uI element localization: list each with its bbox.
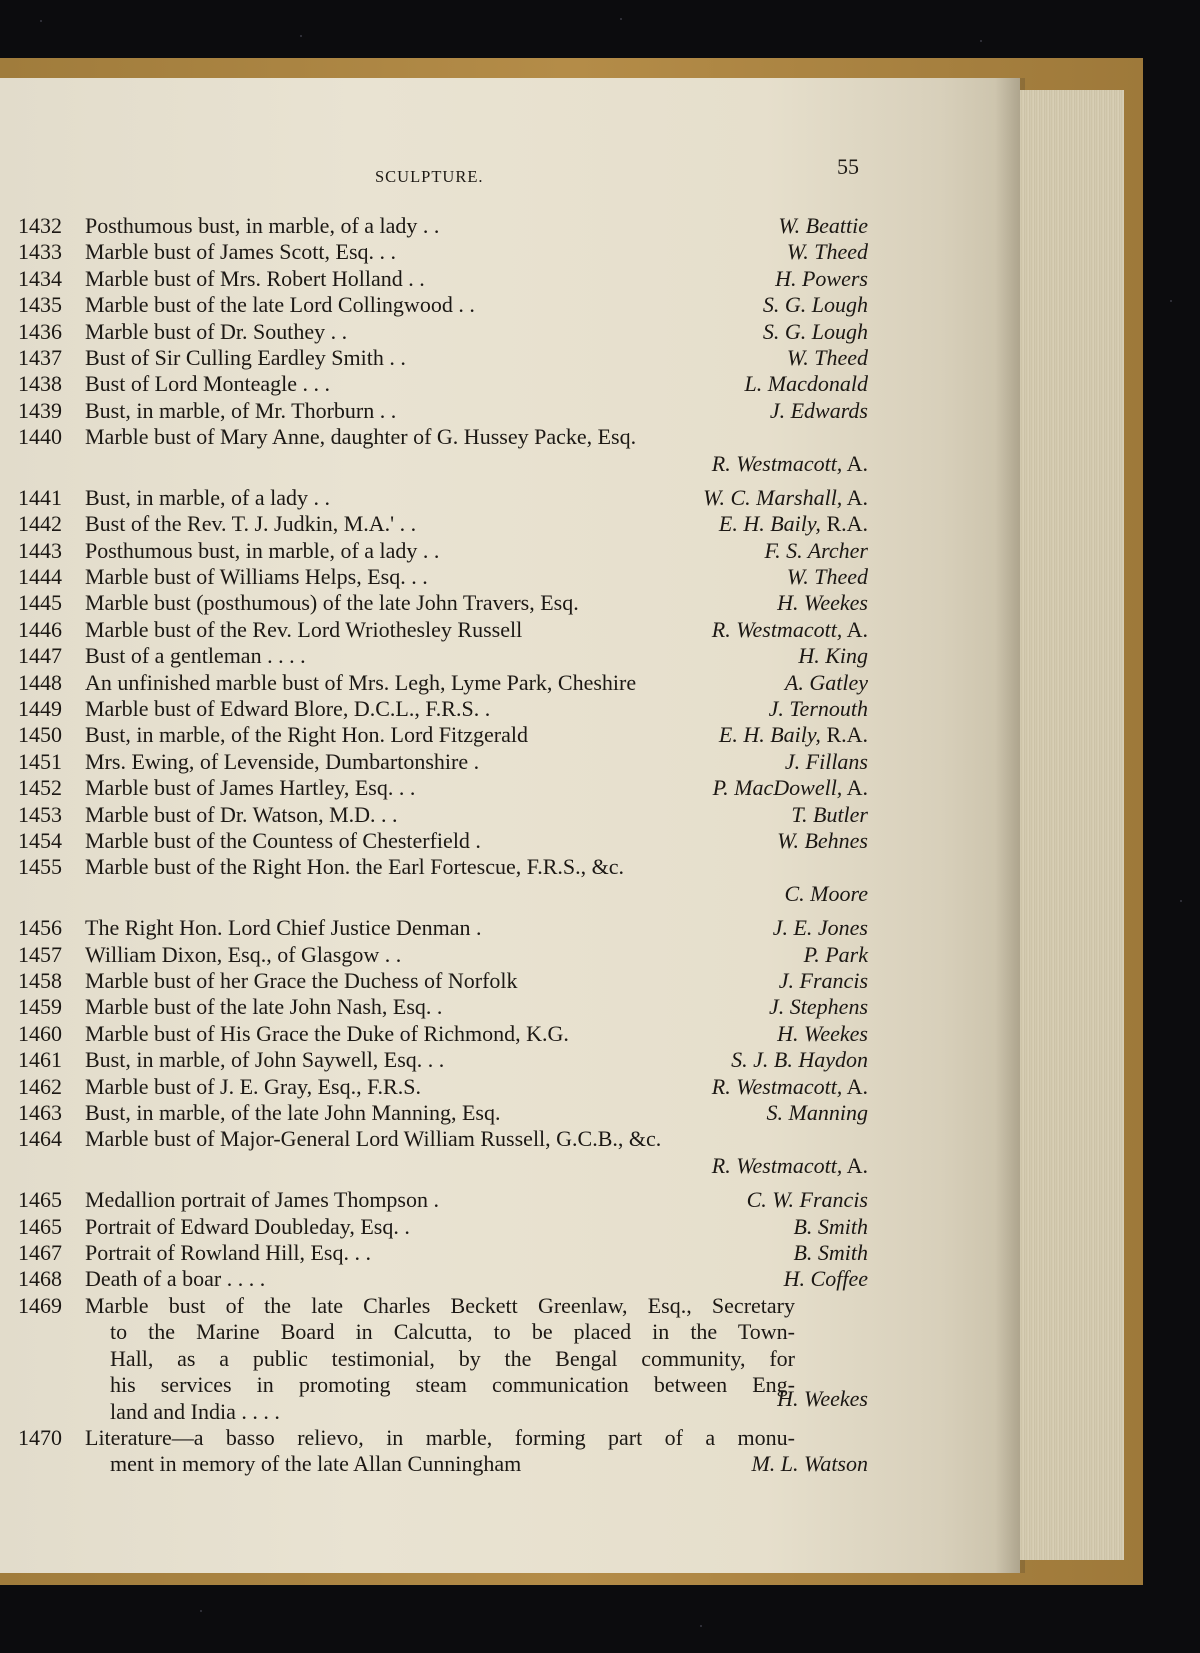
artist-name: S. G. Lough [762, 318, 868, 344]
artist-name: W. Theed [786, 564, 868, 590]
entry-number: 1438 [18, 371, 62, 397]
entry-title: Marble bust (posthumous) of the late John Travers, Esq. [85, 590, 579, 616]
catalogue-entry [18, 319, 868, 345]
entry-artist [731, 1047, 868, 1074]
artist-name: W. Theed [786, 344, 868, 370]
entry-title: Bust, in marble, of the late John Manning, Esq. [85, 1099, 501, 1125]
artist-name: W. C. Marshall, [703, 484, 843, 510]
entry-artist [719, 722, 868, 749]
catalogue-entry [18, 994, 868, 1020]
entry-title-line: Hall, as a public testimonial, by the Bengal community, for [110, 1345, 795, 1371]
artist-rank: A. [842, 484, 868, 510]
entry-title: Posthumous bust, in marble, of a lady . . [85, 213, 440, 238]
entry-title: Bust of the Rev. T. J. Judkin, M.A.' . . [85, 511, 417, 537]
catalogue-entry [18, 854, 868, 915]
artist-name: F. S. Archer [764, 537, 868, 563]
artist-name: W. Behnes [777, 828, 868, 853]
artist-name: W. Theed [786, 239, 868, 265]
entry-title: Death of a boar . . . . [85, 1266, 266, 1292]
entry-artist [798, 643, 868, 670]
entry-number: 1470 [18, 1424, 62, 1450]
entry-number: 1452 [18, 775, 62, 801]
catalogue-entry [18, 1047, 868, 1073]
catalogue-entry [18, 590, 868, 616]
catalogue-entry [18, 1266, 868, 1292]
entry-number: 1451 [18, 748, 62, 774]
entry-number: 1453 [18, 801, 62, 827]
catalogue-entry [18, 1126, 868, 1187]
artist-rank: A. [842, 775, 868, 801]
catalogue-entry [18, 775, 868, 801]
entry-artist [769, 994, 868, 1021]
entry-number: 1460 [18, 1020, 62, 1046]
entry-title: Bust, in marble, of the Right Hon. Lord Fitzgerald [85, 722, 528, 748]
catalogue-entry [18, 538, 868, 564]
entry-number: 1469 [18, 1292, 62, 1318]
catalogue-entry [18, 915, 868, 941]
artist-name: J. Stephens [769, 994, 868, 1020]
entry-title: William Dixon, Esq., of Glasgow . . [85, 941, 402, 967]
catalogue-entry [18, 1021, 868, 1047]
entry-title: Portrait of Rowland Hill, Esq. . . [85, 1239, 371, 1265]
entry-artist [784, 1266, 868, 1293]
entry-artist [763, 319, 868, 346]
entry-title: Bust, in marble, of Mr. Thorburn . . [85, 397, 397, 423]
entry-artist [777, 1021, 868, 1048]
entry-number: 1442 [18, 511, 62, 537]
artist-name: R. Westmacott, [711, 1152, 843, 1178]
entry-number: 1465 [18, 1187, 62, 1213]
catalogue-entry [18, 239, 868, 265]
entry-title-line: Marble bust of the late Charles Beckett Greenlaw, Esq., Secretary [85, 1292, 795, 1318]
entry-artist [804, 942, 868, 969]
artist-name: H. Weekes [777, 1386, 868, 1412]
catalogue-entry [18, 371, 868, 397]
entry-title: The Right Hon. Lord Chief Justice Denman . [85, 915, 482, 941]
entry-title: Marble bust of Mrs. Robert Holland . . [85, 265, 425, 291]
entry-number: 1461 [18, 1047, 62, 1073]
entry-title-line: Literature—a basso relievo, in marble, forming part of a monu- [85, 1424, 795, 1450]
entry-artist [775, 266, 868, 293]
entry-number: 1456 [18, 915, 62, 941]
entry-artist [779, 968, 868, 995]
entry-title: Marble bust of her Grace the Duchess of Norfolk [85, 967, 518, 993]
entry-number: 1455 [18, 854, 62, 880]
artist-name: S. Manning [766, 1099, 868, 1125]
entry-title: Marble bust of the Rev. Lord Wriothesley Russell [85, 616, 523, 642]
artist-name: J. E. Jones [772, 915, 868, 941]
entry-title: Posthumous bust, in marble, of a lady . . [85, 537, 440, 563]
catalogue-entry [18, 696, 868, 722]
entry-number: 1444 [18, 564, 62, 590]
artist-name: R. Westmacott, [711, 1073, 843, 1099]
entry-title: Marble bust of J. E. Gray, Esq., F.R.S. [85, 1073, 421, 1099]
catalogue-entry [18, 511, 868, 537]
artist-rank: R.A. [820, 722, 868, 748]
entry-number: 1440 [18, 424, 62, 450]
artist-name: J. Fillans [784, 748, 868, 774]
catalogue-entry [18, 802, 868, 828]
entry-title [85, 1293, 795, 1426]
entry-number: 1447 [18, 643, 62, 669]
artist-name: H. Weekes [777, 590, 868, 616]
entry-artist [793, 1240, 868, 1267]
catalogue-entry [18, 1214, 868, 1240]
entry-artist [791, 802, 868, 829]
artist-name: H. King [798, 643, 868, 669]
entry-number: 1432 [18, 213, 62, 238]
entry-number: 1463 [18, 1099, 62, 1125]
entry-artist [712, 617, 868, 644]
catalogue-entry [18, 1074, 868, 1100]
entry-title: Medallion portrait of James Thompson . [85, 1187, 439, 1213]
entry-artist [765, 538, 868, 565]
entry-artist [712, 1074, 868, 1101]
entry-artist [777, 828, 868, 855]
entry-title: An unfinished marble bust of Mrs. Legh, Lyme Park, Cheshire [85, 669, 637, 695]
catalogue-entry [18, 722, 868, 748]
catalogue-entry [18, 643, 868, 669]
entry-title [85, 1425, 795, 1478]
entry-number: 1454 [18, 828, 62, 853]
entry-artist [703, 485, 868, 512]
entry-artist [763, 292, 868, 319]
artist-name: B. Smith [793, 1213, 868, 1239]
artist-name: M. L. Watson [751, 1451, 868, 1477]
entry-title: Bust, in marble, of a lady . . [85, 484, 331, 510]
entry-title: Marble bust of His Grace the Duke of Richmond, K.G. [85, 1020, 569, 1046]
entry-artist [773, 915, 868, 942]
entry-title: Marble bust of Dr. Watson, M.D. . . [85, 801, 398, 827]
catalogue-entry [18, 670, 868, 696]
entry-artist [777, 590, 868, 617]
catalogue-entry [18, 292, 868, 318]
catalogue-entry [18, 749, 868, 775]
artist-name: L. Macdonald [744, 371, 868, 397]
artist-name: J. Edwards [769, 397, 868, 423]
entry-title: Marble bust of the Right Hon. the Earl Fortescue, F.R.S., &c. [85, 854, 624, 880]
entry-artist [767, 1100, 868, 1127]
entry-title: Marble bust of James Scott, Esq. . . [85, 239, 397, 265]
entry-number: 1443 [18, 537, 62, 563]
entry-number: 1439 [18, 397, 62, 423]
catalogue-entries [18, 213, 868, 1477]
entry-title: Bust of Sir Culling Eardley Smith . . [85, 344, 406, 370]
page-number: 55 [837, 154, 859, 179]
catalogue-entry [18, 345, 868, 371]
artist-name: H. Coffee [783, 1266, 868, 1292]
catalogue-entry [18, 828, 868, 854]
entry-number: 1433 [18, 239, 62, 265]
catalogue-entry [18, 485, 868, 511]
entry-number: 1436 [18, 318, 62, 344]
catalogue-entry [18, 398, 868, 424]
entry-title: Mrs. Ewing, of Levenside, Dumbartonshire . [85, 748, 480, 774]
entry-title: Portrait of Edward Doubleday, Esq. . [85, 1213, 410, 1239]
artist-name: J. Francis [778, 967, 868, 993]
catalogue-entry [18, 1425, 868, 1478]
artist-name: E. H. Baily, [718, 511, 821, 537]
running-header: SCULPTURE. [375, 167, 484, 186]
artist-name: H. Powers [775, 265, 868, 291]
entry-title: Bust of a gentleman . . . . [85, 643, 306, 669]
entry-artist [745, 371, 868, 398]
artist-name: C. Moore [784, 880, 868, 906]
artist-name: H. Weekes [777, 1020, 868, 1046]
entry-title: Marble bust of the Countess of Chesterfield . [85, 828, 481, 853]
entry-number: 1457 [18, 941, 62, 967]
entry-title: Marble bust of Major-General Lord William Russell, G.C.B., &c. [85, 1126, 662, 1152]
entry-artist [784, 881, 868, 908]
catalogue-entry [18, 564, 868, 590]
entry-artist [793, 1214, 868, 1241]
entry-title-line: to the Marine Board in Calcutta, to be placed in the Town- [110, 1319, 795, 1345]
catalogue-entry [18, 617, 868, 643]
catalogue-entry [18, 968, 868, 994]
artist-name: R. Westmacott, [711, 450, 843, 476]
catalogue-entry [18, 1187, 868, 1213]
artist-name: W. Beattie [778, 213, 868, 238]
entry-number: 1458 [18, 967, 62, 993]
entry-title: Marble bust of Edward Blore, D.C.L., F.R.S. . [85, 696, 491, 722]
artist-rank: A. [842, 450, 868, 476]
entry-title: Marble bust of Mary Anne, daughter of G. Hussey Packe, Esq. [85, 424, 637, 450]
entry-title-line: ment in memory of the late Allan Cunningham [110, 1451, 522, 1477]
artist-name: R. Westmacott, [711, 616, 843, 642]
catalogue-entry [18, 1100, 868, 1126]
artist-name: A. Gatley [784, 669, 868, 695]
entry-artist [747, 1187, 868, 1214]
artist-name: T. Butler [791, 801, 868, 827]
entry-title-line: his services in promoting steam communication between Eng- [110, 1372, 795, 1398]
artist-rank: A. [842, 1073, 868, 1099]
entry-number: 1434 [18, 265, 62, 291]
entry-artist [785, 749, 868, 776]
entry-artist [787, 564, 868, 591]
entry-title: Bust of Lord Monteagle . . . [85, 371, 331, 397]
artist-name: E. H. Baily, [718, 722, 821, 748]
entry-title: Bust, in marble, of John Saywell, Esq. . . [85, 1047, 445, 1073]
entry-number: 1446 [18, 616, 62, 642]
catalogue-entry [18, 1240, 868, 1266]
page-edges [1020, 90, 1124, 1560]
entry-number: 1437 [18, 344, 62, 370]
artist-name: C. W. Francis [746, 1187, 868, 1213]
artist-name: B. Smith [793, 1239, 868, 1265]
entry-number: 1435 [18, 292, 62, 318]
artist-rank: R.A. [820, 511, 868, 537]
entry-number: 1467 [18, 1239, 62, 1265]
entry-number: 1465 [18, 1213, 62, 1239]
entry-artist [778, 213, 868, 240]
entry-title: Marble bust of the late John Nash, Esq. . [85, 994, 443, 1020]
entry-artist [787, 239, 868, 266]
entry-artist [751, 1451, 868, 1478]
entry-number: 1468 [18, 1266, 62, 1292]
catalogue-entry [18, 266, 868, 292]
entry-artist [719, 511, 868, 538]
entry-title: Marble bust of the late Lord Collingwood . . [85, 292, 475, 318]
entry-title: Marble bust of Williams Helps, Esq. . . [85, 564, 428, 590]
entry-artist [712, 451, 868, 478]
artist-name: S. G. Lough [762, 292, 868, 318]
entry-title-line: land and India . . . . [110, 1398, 280, 1424]
entry-artist [787, 345, 868, 372]
artist-rank: A. [842, 1152, 868, 1178]
artist-rank: A. [842, 616, 868, 642]
entry-title: Marble bust of Dr. Southey . . [85, 318, 348, 344]
catalogue-entry [18, 424, 868, 485]
entry-number: 1445 [18, 590, 62, 616]
catalogue-entry [18, 942, 868, 968]
entry-number: 1450 [18, 722, 62, 748]
entry-artist [769, 696, 868, 723]
artist-name: P. MacDowell, [712, 775, 843, 801]
entry-number: 1449 [18, 696, 62, 722]
entry-title: Marble bust of James Hartley, Esq. . . [85, 775, 416, 801]
entry-number: 1464 [18, 1126, 62, 1152]
artist-name: S. J. B. Haydon [731, 1047, 868, 1073]
entry-artist [770, 398, 868, 425]
entry-artist [785, 670, 868, 697]
entry-number: 1441 [18, 484, 62, 510]
entry-artist [712, 1153, 868, 1180]
entry-artist [713, 775, 868, 802]
catalogue-entry [18, 213, 868, 239]
entry-number: 1448 [18, 669, 62, 695]
entry-artist [777, 1386, 868, 1413]
artist-name: J. Ternouth [768, 696, 868, 722]
artist-name: P. Park [803, 941, 868, 967]
entry-number: 1462 [18, 1073, 62, 1099]
entry-number: 1459 [18, 994, 62, 1020]
catalogue-entry [18, 1293, 868, 1425]
